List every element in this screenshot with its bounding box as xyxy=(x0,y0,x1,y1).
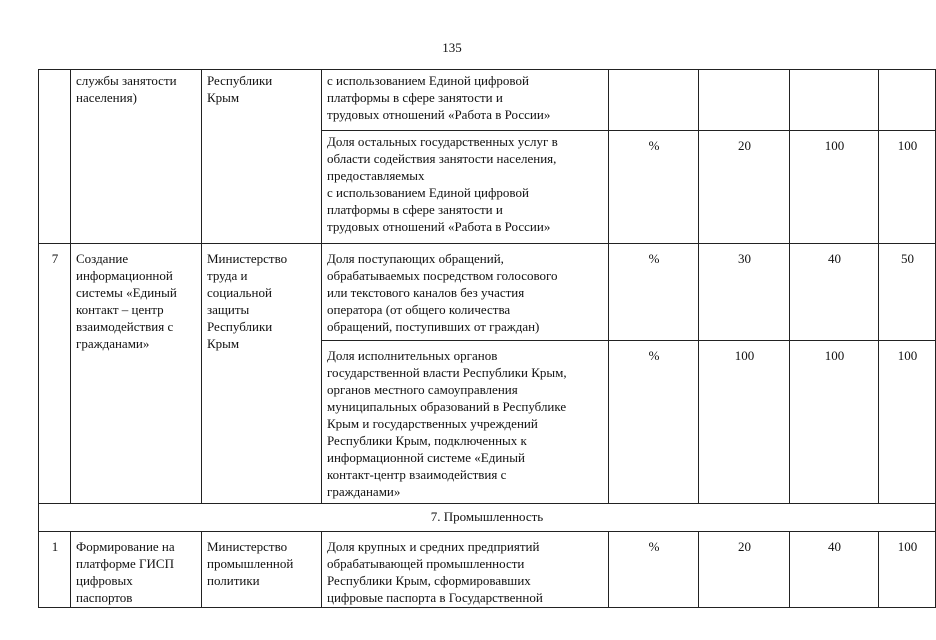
cell-value: 40 xyxy=(790,244,879,341)
cell-executor: Министерство труда и социальной защиты Республики Крым xyxy=(202,244,322,504)
cell-value: 40 xyxy=(790,532,879,608)
cell-unit: % xyxy=(609,341,699,504)
cell-executor: Министерство промышленной политики xyxy=(202,532,322,608)
cell-unit: % xyxy=(609,131,699,244)
section-row xyxy=(39,504,936,532)
cell-num xyxy=(39,70,71,244)
cell-value xyxy=(790,70,879,131)
cell-num: 7 xyxy=(39,244,71,504)
cell-indicator: Доля крупных и средних предприятий обрабатывающей промышленности Республики Крым, сформировавших цифровые паспорта в Государственной xyxy=(322,532,609,608)
cell-event: Создание информационной системы «Единый контакт – центр взаимодействия с гражданами» xyxy=(71,244,202,504)
cell-indicator: Доля остальных государственных услуг в области содействия занятости населения, предоставляемых с использованием Единой цифровой платформы в сфере занятости и трудовых отношений «Работа в России» xyxy=(322,131,609,244)
section-title: 7. Промышленность xyxy=(39,504,936,532)
cell-value xyxy=(879,70,936,131)
cell-value: 100 xyxy=(699,341,790,504)
table-row xyxy=(39,244,936,341)
table-row xyxy=(39,532,936,608)
cell-value: 30 xyxy=(699,244,790,341)
cell-unit: % xyxy=(609,532,699,608)
cell-value xyxy=(699,70,790,131)
page-number: 135 xyxy=(442,40,462,55)
indicators-table xyxy=(38,69,936,608)
cell-unit xyxy=(609,70,699,131)
cell-indicator: с использованием Единой цифровой платформы в сфере занятости и трудовых отношений «Работа в России» xyxy=(322,70,609,131)
table-row xyxy=(39,70,936,131)
cell-executor: Республики Крым xyxy=(202,70,322,244)
cell-value: 100 xyxy=(790,341,879,504)
cell-value: 20 xyxy=(699,131,790,244)
cell-indicator: Доля поступающих обращений, обрабатываемых посредством голосового или текстового каналов без участия оператора (от общего количества обращений, поступивших от граждан) xyxy=(322,244,609,341)
cell-event: Формирование на платформе ГИСП цифровых паспортов xyxy=(71,532,202,608)
cell-value: 100 xyxy=(790,131,879,244)
cell-value: 20 xyxy=(699,532,790,608)
cell-value: 100 xyxy=(879,532,936,608)
cell-num: 1 xyxy=(39,532,71,608)
cell-value: 100 xyxy=(879,341,936,504)
cell-event: службы занятости населения) xyxy=(71,70,202,244)
cell-indicator: Доля исполнительных органов государственной власти Республики Крым, органов местного самоуправления муниципальных образований в Республике Крым и государственных учреждений Республики Крым, подключенных к информационной системе «Единый контакт-центр взаимодействия с гражданами» xyxy=(322,341,609,504)
cell-unit: % xyxy=(609,244,699,341)
cell-value: 50 xyxy=(879,244,936,341)
cell-value: 100 xyxy=(879,131,936,244)
